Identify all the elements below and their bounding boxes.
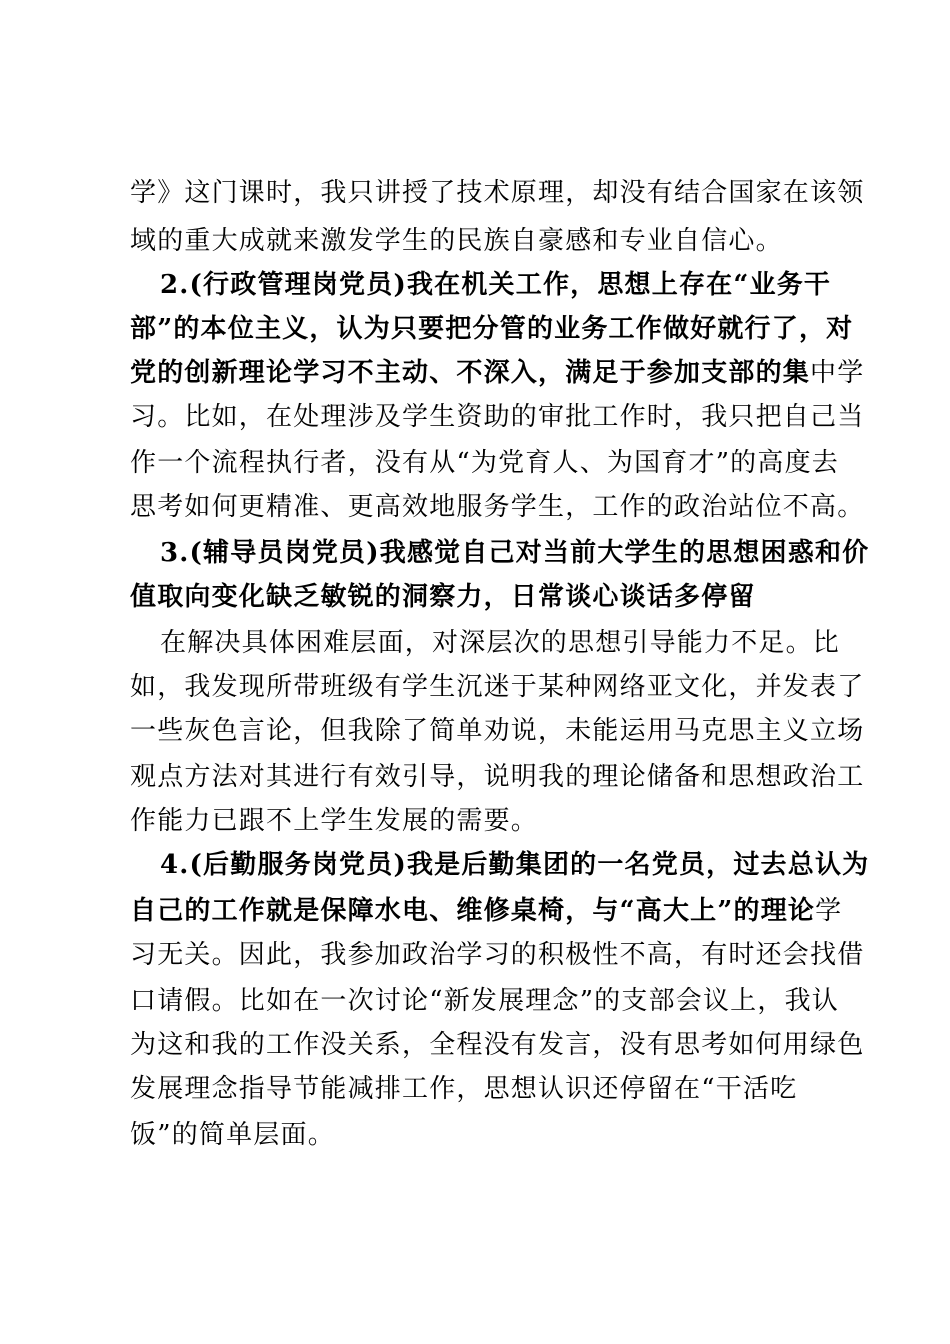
bold-run: 部”的本位主义，认为只要把分管的业务工作做好就行了，对 xyxy=(130,314,854,344)
text-line xyxy=(130,670,864,704)
normal-run: 如，我发现所带班级有学生沉迷于某种网络亚文化，并发表了 xyxy=(130,672,865,702)
normal-run: 学 xyxy=(815,896,843,926)
text-line xyxy=(160,848,869,882)
text-line xyxy=(130,1118,335,1152)
text-line xyxy=(130,804,538,838)
normal-run: 口请假。比如在一次讨论“新发展理念”的支部会议上，我认 xyxy=(130,986,839,1016)
normal-run: 一些灰色言论，但我除了简单劝说，未能运用马克思主义立场 xyxy=(130,716,865,746)
bold-run: 自己的工作就是保障水电、维修桌椅，与“高大上”的理论 xyxy=(130,896,816,926)
normal-run: 习无关。因此，我参加政治学习的积极性不高，有时还会找借 xyxy=(130,940,865,970)
normal-run: 作能力已跟不上学生发展的需要。 xyxy=(130,806,539,836)
normal-run: 习。比如，在处理涉及学生资助的审批工作时，我只把自己当 xyxy=(130,402,865,432)
normal-run: 学》这门课时，我只讲授了技术原理，却没有结合国家在该领 xyxy=(130,178,865,208)
bold-run: 3.(辅导员岗党员)我感觉自己对当前大学生的思想困惑和价 xyxy=(160,538,870,568)
normal-run: 观点方法对其进行有效引导，说明我的理论储备和思想政治工 xyxy=(130,762,865,792)
text-line xyxy=(130,760,864,794)
normal-run: 饭”的简单层面。 xyxy=(130,1120,335,1150)
bold-run: 4.(后勤服务岗党员)我是后勤集团的一名党员，过去总认为 xyxy=(160,850,870,880)
bold-run: 2.(行政管理岗党员)我在机关工作，思想上存在“业务干 xyxy=(160,270,832,300)
text-line xyxy=(160,536,869,570)
text-line xyxy=(160,268,831,302)
text-line xyxy=(130,400,864,434)
text-line xyxy=(130,490,864,524)
text-line xyxy=(130,356,864,390)
text-line xyxy=(130,446,839,480)
text-line xyxy=(130,1028,864,1062)
text-line xyxy=(130,894,842,928)
normal-run: 作一个流程执行者，没有从“为党育人、为国育才”的高度去 xyxy=(130,448,839,478)
text-line xyxy=(130,176,864,210)
text-line xyxy=(130,224,783,258)
text-line xyxy=(160,626,840,660)
normal-run: 思考如何更精准、更高效地服务学生，工作的政治站位不高。 xyxy=(130,492,865,522)
text-line xyxy=(130,984,839,1018)
normal-run: 在解决具体困难层面，对深层次的思想引导能力不足。比 xyxy=(160,628,841,658)
normal-run: 发展理念指导节能减排工作，思想认识还停留在“干活吃 xyxy=(130,1074,798,1104)
text-line xyxy=(130,714,864,748)
normal-run: 域的重大成就来激发学生的民族自豪感和专业自信心。 xyxy=(130,226,783,256)
normal-run: 中学 xyxy=(810,358,865,388)
bold-run: 值取向变化缺乏敏锐的洞察力，日常谈心谈话多停留 xyxy=(130,582,756,612)
text-line xyxy=(130,1072,797,1106)
text-line xyxy=(130,580,756,614)
bold-run: 党的创新理论学习不主动、不深入，满足于参加支部的集 xyxy=(130,358,811,388)
text-line xyxy=(130,312,853,346)
text-line xyxy=(130,938,864,972)
normal-run: 为这和我的工作没关系，全程没有发言，没有思考如何用绿色 xyxy=(130,1030,865,1060)
